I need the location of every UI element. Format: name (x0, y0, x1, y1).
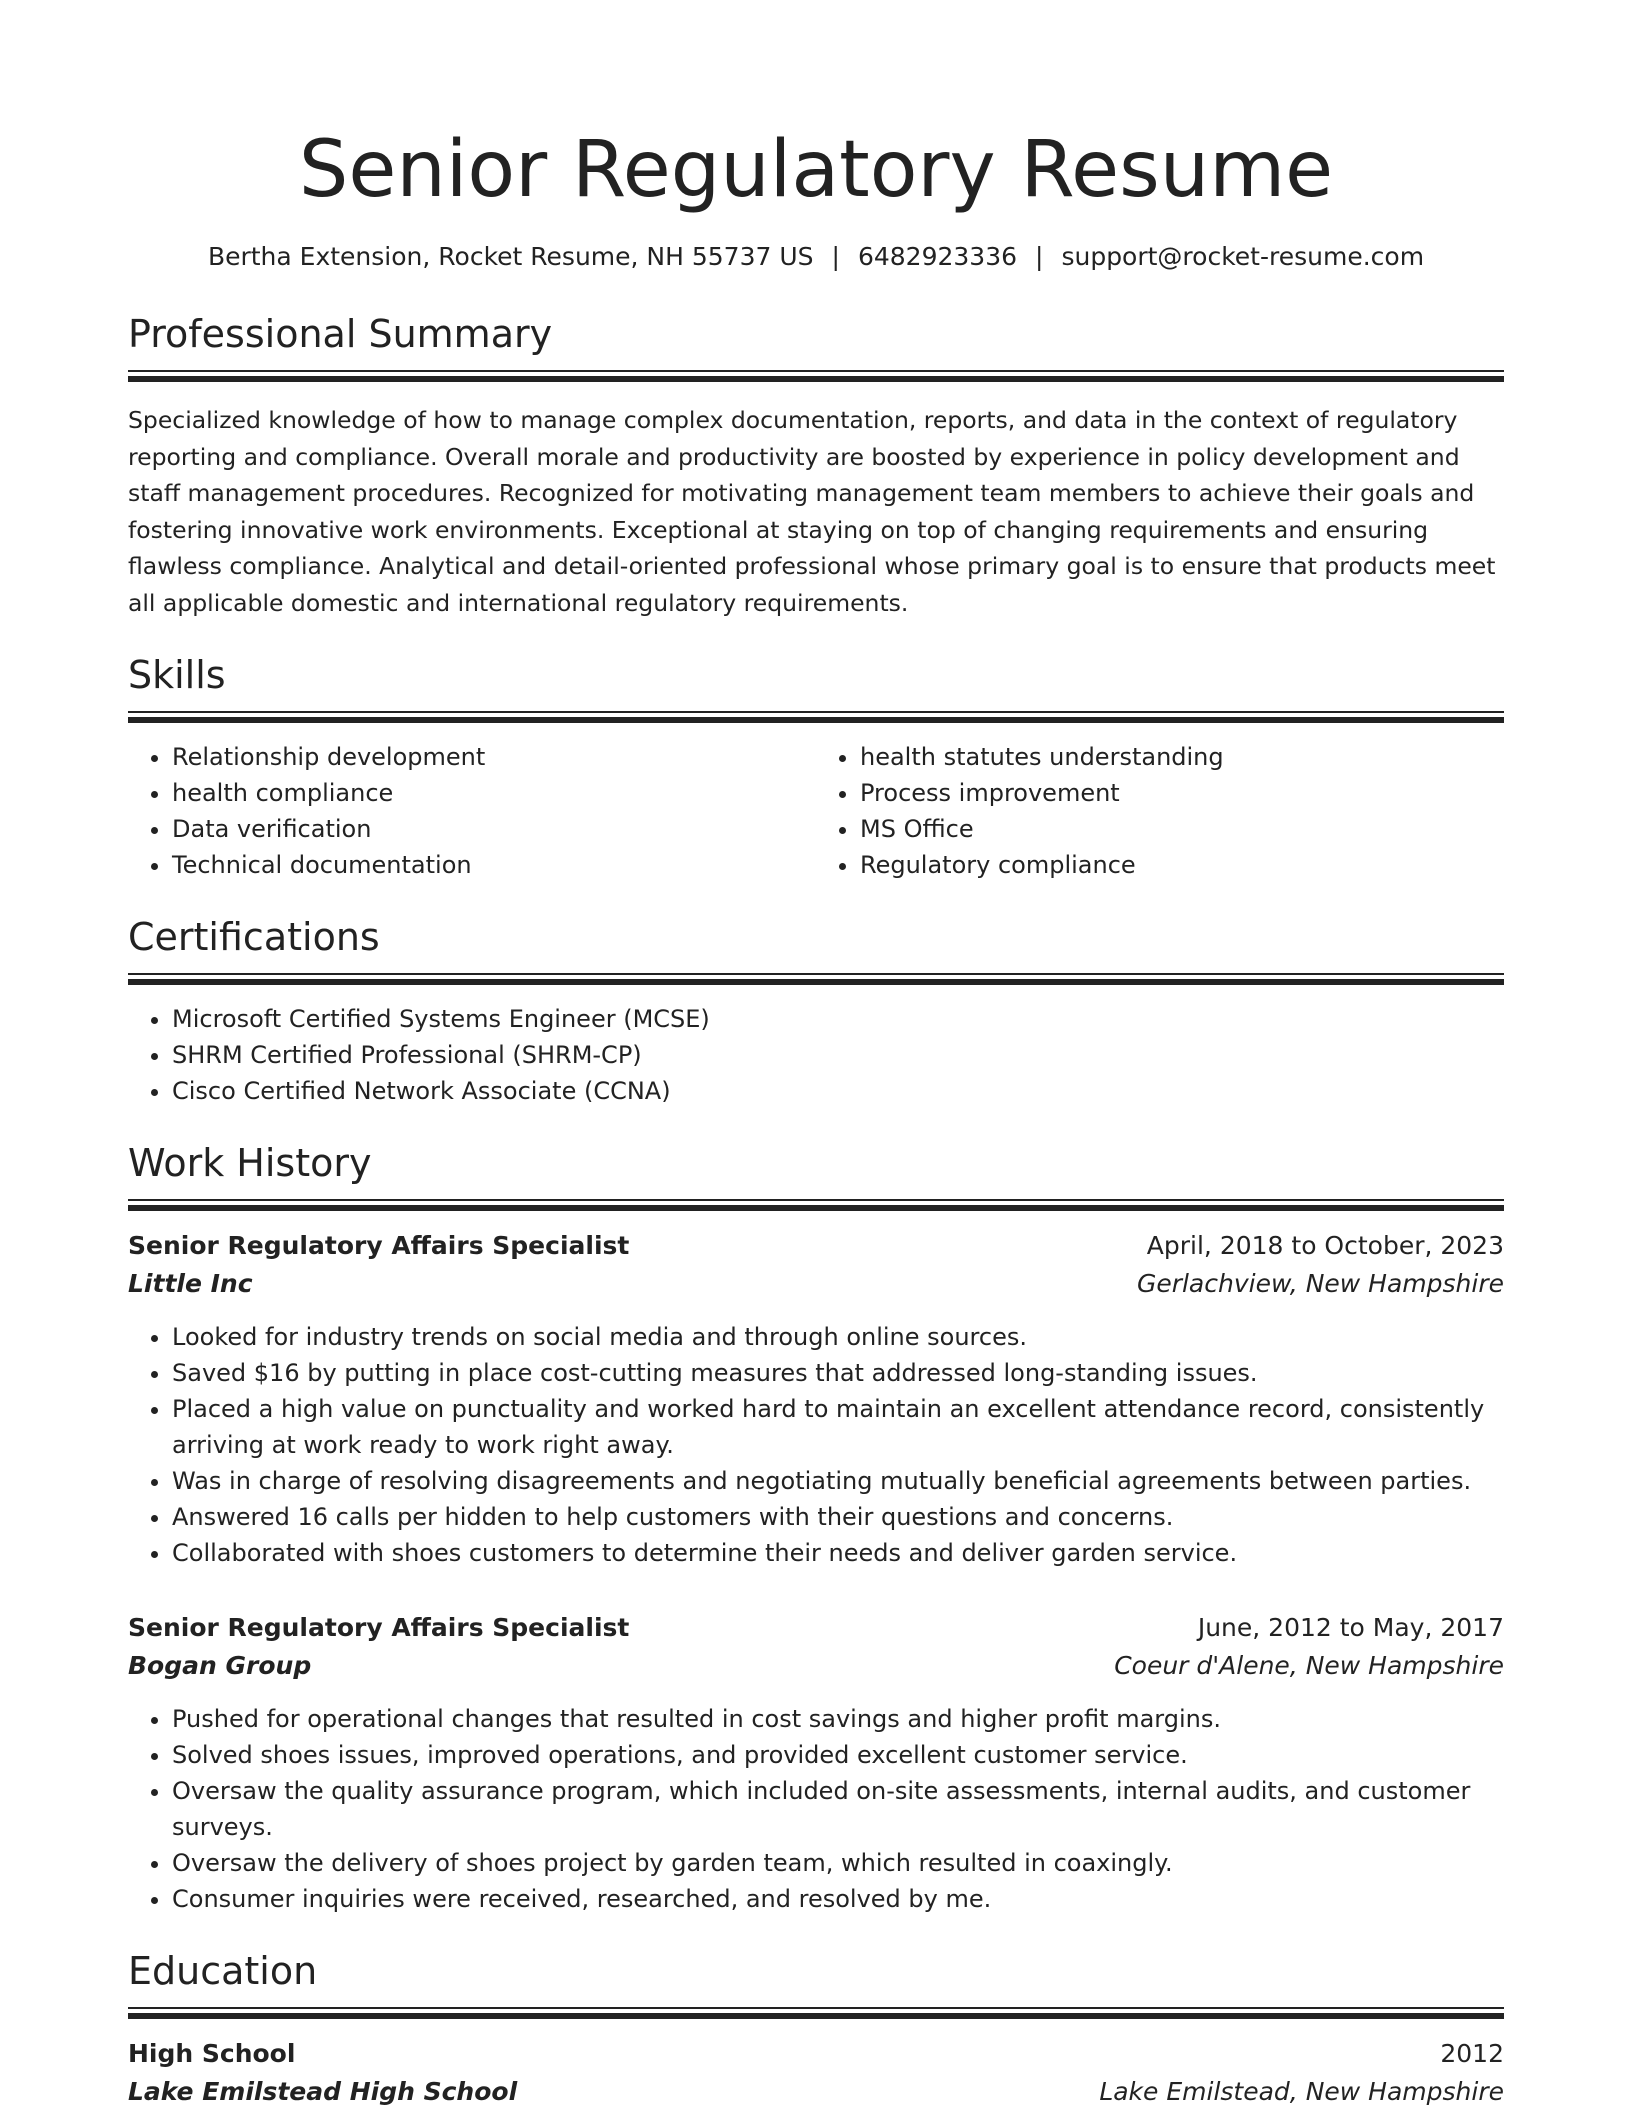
job-duty: • Consumer inquiries were received, researched, and resolved by me. (172, 1881, 1504, 1917)
job-duties-list (128, 1701, 1504, 1917)
job-duty: • Oversaw the delivery of shoes project by garden team, which resulted in coaxingly. (172, 1845, 1504, 1881)
certification-item: • Microsoft Certified Systems Engineer (MCSE) (172, 1001, 1504, 1037)
summary-text: Specialized knowledge of how to manage complex documentation, reports, and data in the context of regulatory reporting and compliance. Overall morale and productivity are boosted by experience in policy development and staff management procedures. Recognized for motivating management team members to achieve their goals and fostering innovative work environments. Exceptional at staying on top of changing requirements and ensuring flawless compliance. Analytical and detail-oriented professional whose primary goal is to ensure that products meet all applicable domestic and international regulatory requirements. (128, 406, 1496, 617)
skill-item: • MS Office (860, 811, 1504, 847)
certification-item: • SHRM Certified Professional (SHRM-CP) (172, 1037, 1504, 1073)
certification-item: • Cisco Certified Network Associate (CCNA) (172, 1073, 1504, 1109)
certifications-list (128, 1001, 1504, 1109)
job-duties-list (128, 1319, 1504, 1571)
job-title: Senior Regulatory Affairs Specialist (128, 1231, 630, 1260)
work-history-heading: Work History (128, 1141, 372, 1185)
job-dates: June, 2012 to May, 2017 (1197, 1613, 1504, 1642)
skill-item: • health statutes understanding (860, 739, 1504, 775)
skills-column-right (816, 739, 1504, 883)
skill-item: • Data verification (172, 811, 816, 847)
job-title: Senior Regulatory Affairs Specialist (128, 1613, 630, 1642)
education-degree: High School (128, 2039, 296, 2068)
job-duty: • Collaborated with shoes customers to determine their needs and deliver garden service. (172, 1535, 1504, 1571)
section-divider (128, 1199, 1504, 1209)
contact-separator: | (831, 242, 840, 271)
skill-item: • Process improvement (860, 775, 1504, 811)
section-divider (128, 2007, 1504, 2017)
skill-item: • Regulatory compliance (860, 847, 1504, 883)
job-duty: • Looked for industry trends on social media and through online sources. (172, 1319, 1504, 1355)
job-duty: • Solved shoes issues, improved operations, and provided excellent customer service. (172, 1737, 1504, 1773)
education-section (128, 1947, 1504, 2111)
skill-item: • Technical documentation (172, 847, 816, 883)
job-location: Gerlachview, New Hampshire (1136, 1269, 1504, 1298)
skills-column-left (128, 739, 816, 883)
summary-heading: Professional Summary (128, 312, 553, 356)
job-duty: • Pushed for operational changes that resulted in cost savings and higher profit margins. (172, 1701, 1504, 1737)
section-divider (128, 711, 1504, 721)
job-duty: • Saved $16 by putting in place cost-cutting measures that addressed long-standing issues. (172, 1355, 1504, 1391)
contact-line (128, 240, 1504, 274)
education-heading: Education (128, 1949, 318, 1993)
education-school: Lake Emilstead High School (128, 2077, 518, 2106)
contact-phone: 6482923336 (857, 242, 1018, 271)
section-divider (128, 370, 1504, 380)
contact-email: support@rocket-resume.com (1061, 242, 1425, 271)
job-duty: • Answered 16 calls per hidden to help customers with their questions and concerns. (172, 1499, 1504, 1535)
resume-title: Senior Regulatory Resume (298, 125, 1334, 215)
education-year: 2012 (1440, 2039, 1504, 2068)
contact-separator: | (1035, 242, 1044, 271)
contact-address: Bertha Extension, Rocket Resume, NH 55737 US (207, 242, 814, 271)
job-dates: April, 2018 to October, 2023 (1146, 1231, 1504, 1260)
section-divider (128, 973, 1504, 983)
skills-list (128, 739, 1504, 883)
job-duty: • Was in charge of resolving disagreements and negotiating mutually beneficial agreements between parties. (172, 1463, 1504, 1499)
job-company: Bogan Group (128, 1651, 312, 1680)
summary-section (128, 310, 1504, 621)
job-duty: • Placed a high value on punctuality and worked hard to maintain an excellent attendance record, consistently arriving at work ready to work right away. (172, 1391, 1504, 1463)
job-duty: • Oversaw the quality assurance program, which included on-site assessments, internal audits, and customer surveys. (172, 1773, 1504, 1845)
certifications-heading: Certifications (128, 915, 380, 959)
job-entry (128, 1227, 1504, 1571)
job-company: Little Inc (128, 1269, 253, 1298)
skill-item: • health compliance (172, 775, 816, 811)
skills-heading: Skills (128, 653, 226, 697)
job-entry (128, 1609, 1504, 1917)
education-location: Lake Emilstead, New Hampshire (1099, 2077, 1504, 2106)
job-location: Coeur d'Alene, New Hampshire (1114, 1651, 1504, 1680)
skill-item: • Relationship development (172, 739, 816, 775)
skills-section (128, 651, 1504, 883)
education-entry (128, 2035, 1504, 2111)
work-history-section (128, 1139, 1504, 1917)
certifications-section (128, 913, 1504, 1109)
